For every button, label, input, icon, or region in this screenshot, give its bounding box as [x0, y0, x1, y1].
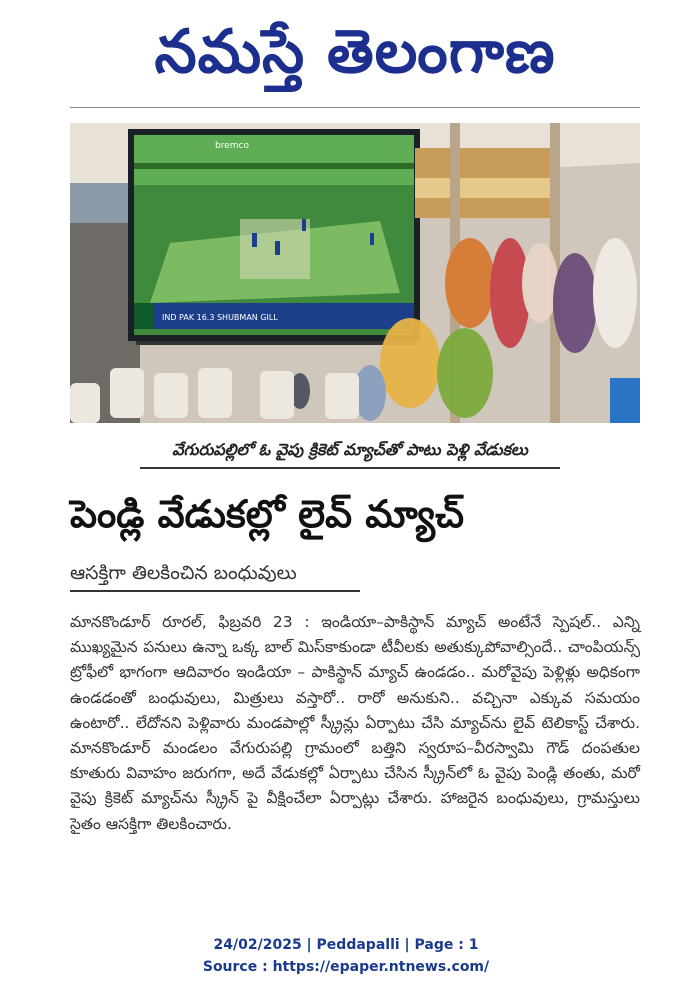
caption-underline — [140, 467, 560, 469]
newspaper-masthead — [70, 2, 640, 102]
article-headline: పెండ్లి వేడుకల్లో లైవ్ మ్యాచ్ — [70, 492, 464, 536]
article-body: మానకొండూర్ రూరల్, ఫిబ్రవరి 23 : ఇండియా–పాకిస్థాన్ మ్యాచ్ అంటేనే స్పెషల్.. ఎన్ని ముఖ్యమైన పనులు ఉన్నా ఒక్క బాల్ మిస్‌కాకుండా టీవీలకు అతుక్కుపోవాల్సిందే.. చాంపియన్స్ ట్రోఫీలో భాగంగా ఆదివారం ఇండియా – పాకిస్థాన్ మ్యాచ్ ఉండడం.. మరోవైపు పెళ్లిళ్లు అధికంగా ఉండడంతో బంధువులు, మిత్రులు వస్తారో.. రారో అనుకుని.. వచ్చినా ఎక్కువ సమయం ఉంటారో.. లేదోనని పెళ్లివారు మండపాల్లో స్క్రీన్లు ఏర్పాటు చేసి మ్యాచ్‌ను లైవ్ టెలికాస్ట్ చేశారు. మానకొండూర్ మండలం వేగురుపల్లి గ్రామంలో బత్తిని స్వరూప–వీరస్వామి గౌడ్ దంపతుల కూతురు వివాహం జరుగగా, అదే వేడుకల్లో ఏర్పాటు చేసిన స్క్రీన్‌లో ఓ వైపు పెండ్లి తంతు, మరో వైపు క్రికెట్ మ్యాచ్‌ను స్క్రీన్ పై వీక్షించేలా ఏర్పాట్లు చేశారు. హాజరైన బంధువులు, గ్రామస్తులు సైతం ఆసక్తిగా తిలకించారు. — [70, 613, 640, 833]
news-photo — [70, 123, 640, 423]
footer-date-edition: 24/02/2025 | Peddapalli | Page : 1 — [213, 937, 479, 953]
subheadline-underline — [70, 590, 360, 592]
page-footer — [0, 934, 692, 978]
masthead-divider — [70, 107, 640, 108]
footer-source[interactable]: Source : https://epaper.ntnews.com/ — [202, 959, 490, 975]
photo-caption: వేగురుపల్లిలో ఓ వైపు క్రికెట్ మ్యాచ్‌తో పాటు పెళ్లి వేడుకలు — [172, 440, 528, 459]
masthead-title: నమస్తే తెలంగాణ — [154, 17, 556, 87]
article-subheadline: ఆసక్తిగా తిలకించిన బంధువులు — [70, 562, 297, 584]
screen-brand: bremco — [215, 141, 249, 151]
score-strip: IND PAK 16.3 SHUBMAN GILL — [162, 313, 278, 322]
